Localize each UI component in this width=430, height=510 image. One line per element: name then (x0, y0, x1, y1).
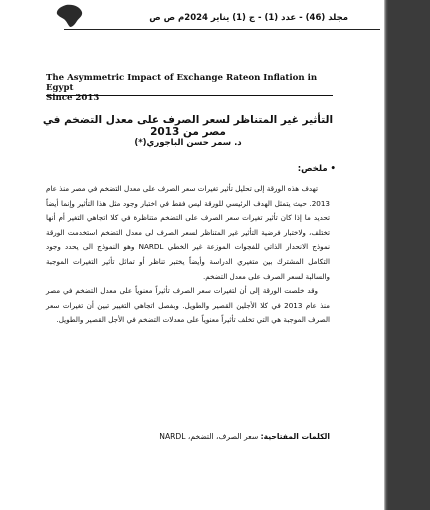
journal-info: مجلد (46) - عدد (1) - ج (1) يناير 2024م ص ص (149, 13, 348, 23)
running-header (18, 4, 384, 32)
bullet-icon: • (327, 164, 336, 174)
keywords-text: سعر الصرف، التضخم، NARDL (159, 432, 259, 441)
arabic-title: التأثير غير المتناظر لسعر الصرف على معدل التضخم في مصر من 2013 (42, 114, 334, 138)
english-title-line2: Since 2013 (46, 93, 100, 103)
viewer-background (384, 0, 430, 510)
header-divider (64, 29, 380, 30)
abstract-heading: • ملخص: (297, 164, 336, 174)
page-number: 683 (101, 4, 116, 12)
abstract-paragraph-1: تهدف هذه الورقة إلى تحليل تأثير تغيرات سعر الصرف على معدل التضخم في مصر منذ عام 2013. حيث يتمثل الهدف الرئيسي للورقة ليس فقط في اختبار وجود مثل هذا التأثير وإنما أيضاً تحديد ما إذا كان تأثير تغيرات سعر الصرف على التضخم متناظرة في كلا اتجاهي التغير أم أنها تختلف، ولاختبار فرضية التأثير غير المتناظر لسعر الصرف لى معدل التضخم استخدمت الورقة نموذج الانحدار الذاتي للفجوات الموزعة غير الخطي NARDL وهو النموذج الى يحدد وجود التكامل المشترك بين متغيري الدراسة وأيضاً يختبر تناظر أو تماثل تأثير التغيرات الموجبة والسالبة لسعر الصرف على معدل التضخم. (46, 184, 330, 281)
keywords-label: الكلمات المفتاحية: (260, 432, 330, 441)
journal-logo (46, 4, 116, 28)
africa-map-icon (46, 4, 84, 28)
abstract-body (46, 182, 330, 328)
english-title-line1: The Asymmetric Impact of Exchange Rateon Inflation in Egypt (46, 73, 318, 93)
author-name: د. سمر حسن الباجوري(*) (134, 138, 242, 148)
abstract-paragraph-2: وقد خلصت الورقة إلى أن لتغيرات سعر الصرف تأثيراً معنوياً على معدل التضخم في مصر منذ عام 2013 في كلا الأجلين القصير والطويل. وبفصل اتجاهي التغيير تبين أن تغيرات سعر الصرف الموجبة هي التي تخلف تأثيراً معنوياً على معدلات التضخم في الأجل القصير والطويل. (46, 286, 330, 325)
english-title (46, 73, 336, 103)
keywords (46, 432, 330, 441)
title-divider (46, 95, 333, 96)
